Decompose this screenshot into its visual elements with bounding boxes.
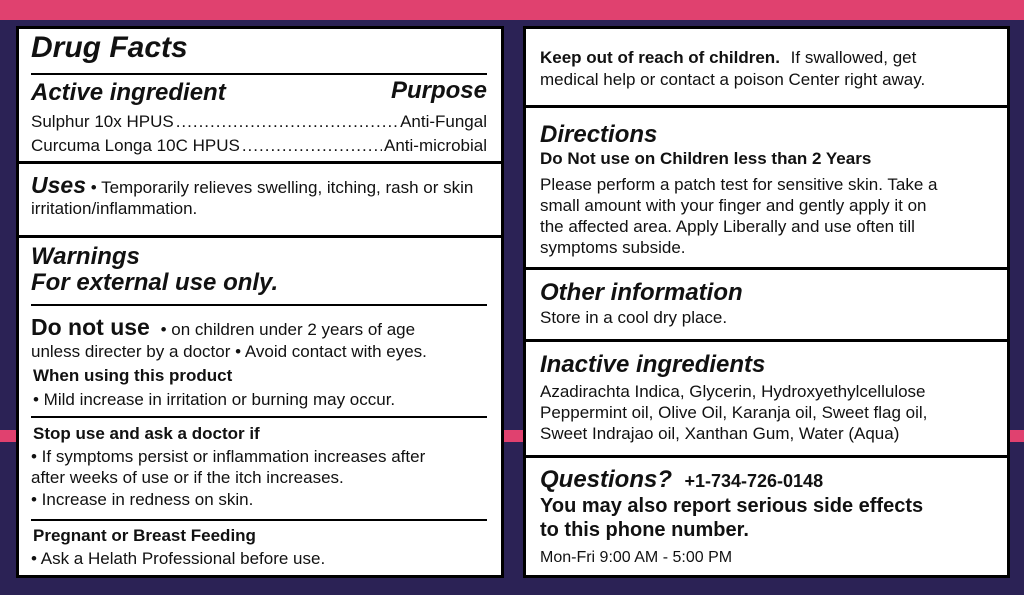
report-text-cont: to this phone number. (540, 519, 749, 541)
ingredient-purpose: Anti-microbial (384, 136, 487, 155)
inactive-heading: Inactive ingredients (540, 351, 766, 378)
warnings-heading: Warnings (31, 243, 140, 270)
pregnant-text: • Ask a Helath Professional before use. (31, 549, 326, 568)
dot-leader (242, 135, 382, 156)
stop-use-text: • If symptoms persist or inflammation increases after (31, 447, 426, 466)
warnings-divider (31, 304, 487, 306)
purpose-heading: Purpose (390, 77, 487, 104)
section-divider (526, 455, 1007, 458)
hours-text: Mon-Fri 9:00 AM - 5:00 PM (540, 549, 733, 566)
active-ingredient-row (31, 135, 487, 156)
ingredient-name: Curcuma Longa 10C HPUS (31, 136, 240, 155)
when-using-heading: When using this product (33, 366, 233, 385)
keep-out-heading: Keep out of reach of children. (540, 48, 780, 67)
do-not-use-text-cont: unless directer by a doctor • Avoid contact with eyes. (31, 342, 427, 361)
questions-heading: Questions? (540, 466, 673, 493)
inactive-text-line: Sweet Indrajao oil, Xanthan Gum, Water (Aqua) (540, 424, 900, 443)
uses-heading: Uses (31, 172, 86, 198)
directions-text-line: symptoms subside. (540, 238, 686, 257)
questions-phone: +1-734-726-0148 (684, 471, 824, 491)
report-text: You may also report serious side effects (540, 495, 924, 517)
when-using-text: • Mild increase in irritation or burning may occur. (33, 390, 396, 409)
ingredient-purpose: Anti-Fungal (400, 112, 487, 131)
active-ingredient-heading: Active ingredient (31, 79, 226, 106)
questions-line (540, 466, 823, 494)
pregnant-heading: Pregnant or Breast Feeding (33, 526, 256, 545)
section-divider (526, 339, 1007, 342)
ingredient-name: Sulphur 10x HPUS (31, 112, 174, 131)
keep-out-text-cont: medical help or contact a poison Center right away. (540, 70, 926, 89)
external-use-heading: For external use only. (31, 269, 279, 296)
warnings-divider (31, 519, 487, 521)
top-accent-stripe (0, 0, 1024, 20)
uses-section (31, 172, 491, 219)
keep-out-line (540, 47, 916, 68)
section-divider (526, 267, 1007, 270)
section-divider (19, 235, 501, 238)
drug-facts-title: Drug Facts (31, 31, 188, 64)
do-not-use-line (31, 314, 415, 341)
warnings-divider (31, 416, 487, 418)
directions-text-line: Please perform a patch test for sensitive skin. Take a (540, 175, 938, 194)
directions-text-line: the affected area. Apply Liberally and use often till (540, 217, 915, 236)
drug-facts-left-panel (16, 26, 504, 578)
uses-text: • Temporarily relieves swelling, itching, rash or skin irritation/inflammation. (31, 178, 474, 218)
directions-text-line: small amount with your finger and gently apply it on (540, 196, 927, 215)
stop-use-text-redness: • Increase in redness on skin. (31, 490, 254, 509)
drug-facts-right-panel (523, 26, 1010, 578)
stop-use-text-cont: after weeks of use or if the itch increases. (31, 468, 344, 487)
other-info-text: Store in a cool dry place. (540, 308, 728, 327)
do-not-use-text: • on children under 2 years of age (160, 320, 416, 339)
dot-leader (176, 111, 398, 132)
section-divider (526, 105, 1007, 108)
title-divider (31, 73, 487, 75)
directions-heading: Directions (540, 121, 658, 148)
keep-out-text: If swallowed, get (790, 48, 917, 67)
do-not-use-heading: Do not use (31, 314, 150, 340)
other-info-heading: Other information (540, 279, 743, 306)
active-ingredient-row (31, 111, 487, 132)
inactive-text-line: Peppermint oil, Olive Oil, Karanja oil, Sweet flag oil, (540, 403, 928, 422)
directions-subheading: Do Not use on Children less than 2 Years (540, 149, 872, 168)
section-divider (19, 161, 501, 164)
inactive-text-line: Azadirachta Indica, Glycerin, Hydroxyethylcellulose (540, 382, 926, 401)
stop-use-heading: Stop use and ask a doctor if (33, 424, 260, 443)
